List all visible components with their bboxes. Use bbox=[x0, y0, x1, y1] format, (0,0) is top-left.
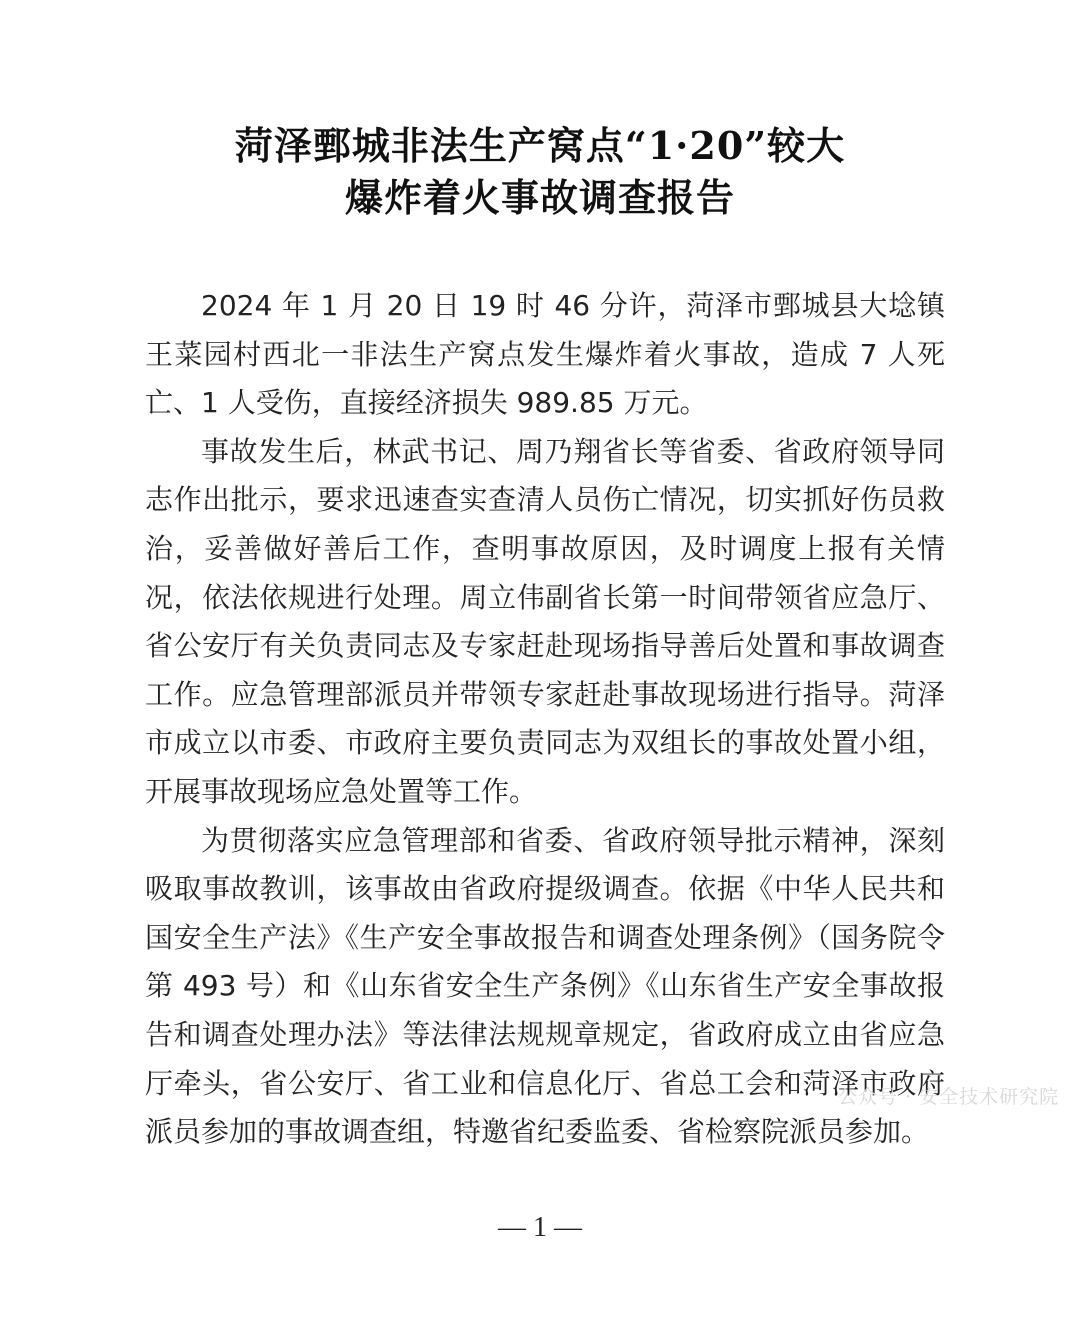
paragraph-investigation: 为贯彻落实应急管理部和省委、省政府领导批示精神，深刻吸取事故教训，该事故由省政府提级调查。依据《中华人民共和国安全生产法》《生产安全事故报告和调查处理条例》（国务院令第 493 号）和《山东省安全生产条例》《山东省生产安全事故报告和调查处理办法》等法律法规规章规定，省政府成立由省应急厅牵头，省公安厅、省工业和信息化厅、省总工会和菏泽市政府派员参加的事故调查组，特邀省纪委监委、省检察院派员参加。 bbox=[145, 823, 945, 1149]
document-title-line-2: 爆炸着火事故调查报告 bbox=[344, 175, 735, 220]
watermark: 公众号 · 安全技术研究院 bbox=[838, 1086, 1060, 1108]
paragraph-response: 事故发生后，林武书记、周乃翔省长等省委、省政府领导同志作出批示，要求迅速查实查清人员伤亡情况，切实抓好伤员救治，妥善做好善后工作，查明事故原因，及时调度上报有关情况，依法依规进行处理。周立伟副省长第一时间带领省应急厅、省公安厅有关负责同志及专家赶赴现场指导善后处置和事故调查工作。应急管理部派员并带领专家赶赴事故现场进行指导。菏泽市成立以市委、市政府主要负责同志为双组长的事故处置小组，开展事故现场应急处置等工作。 bbox=[145, 434, 945, 808]
paragraph-accident-summary: 2024 年 1 月 20 日 19 时 46 分许，菏泽市鄄城县大埝镇王菜园村西北一非法生产窝点发生爆炸着火事故，造成 7 人死亡、1 人受伤，直接经济损失 989.85 万元。 bbox=[145, 289, 945, 420]
page-number: — 1 — bbox=[498, 1212, 582, 1243]
document-title-line-1: 菏泽鄄城非法生产窝点“1·20”较大 bbox=[234, 123, 846, 168]
document-body bbox=[145, 282, 945, 1157]
